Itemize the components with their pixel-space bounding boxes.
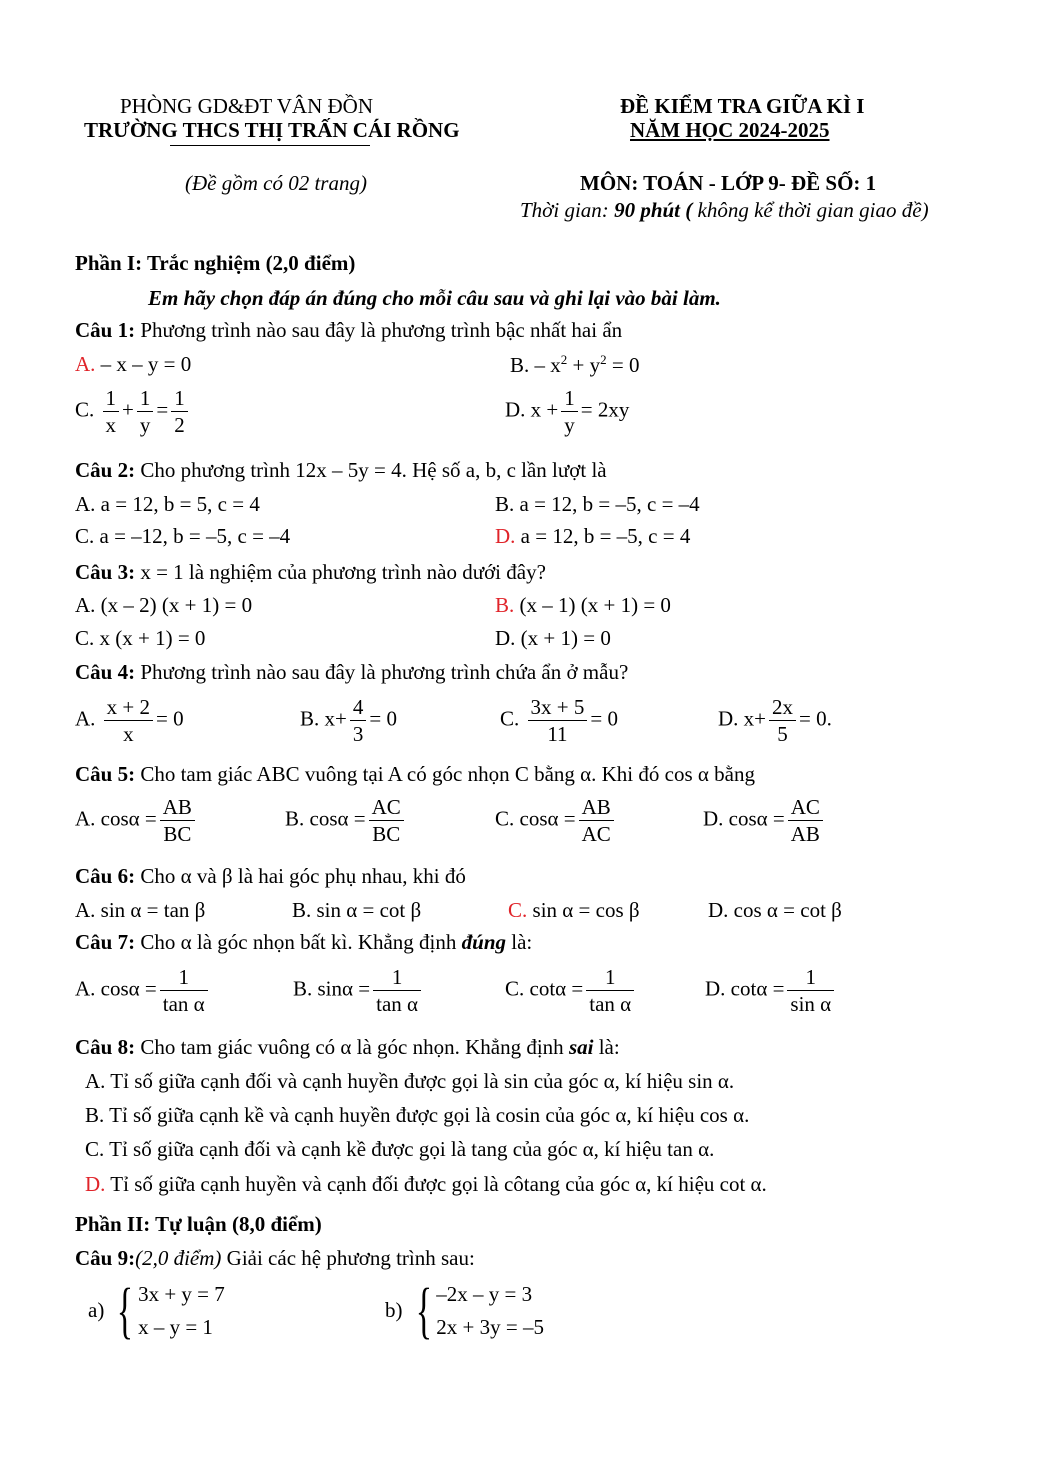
option-text: = 0 bbox=[606, 353, 640, 377]
option-text: – x – y = 0 bbox=[95, 352, 192, 376]
brace-icon: { bbox=[117, 1276, 134, 1345]
numerator: 3x + 5 bbox=[528, 694, 588, 721]
option-letter: C. bbox=[500, 706, 520, 731]
equation: x – y = 1 bbox=[138, 1314, 213, 1339]
fraction bbox=[528, 694, 588, 748]
time-label: Thời gian: bbox=[520, 198, 615, 222]
question-points: (2,0 điểm) bbox=[135, 1246, 222, 1270]
equation-system bbox=[88, 1278, 225, 1343]
fraction bbox=[561, 385, 578, 439]
q4-option-d bbox=[718, 694, 832, 748]
q5-option-b bbox=[285, 794, 407, 848]
q1-option-d bbox=[505, 385, 629, 439]
question-label: Câu 7: bbox=[75, 930, 136, 954]
denominator: AB bbox=[790, 822, 820, 847]
q2-option-a: A. a = 12, b = 5, c = 4 bbox=[75, 492, 260, 516]
fraction bbox=[373, 964, 421, 1018]
denominator: 2 bbox=[174, 413, 185, 438]
equation-system bbox=[385, 1278, 544, 1343]
option-letter: C. bbox=[75, 397, 95, 422]
part1-title: Phần I: Trắc nghiệm (2,0 điểm) bbox=[75, 251, 356, 275]
q2-option-d bbox=[495, 524, 690, 549]
option-letter: B. bbox=[300, 706, 320, 731]
q3-option-b bbox=[495, 593, 671, 618]
q4-option-b bbox=[300, 694, 397, 748]
option-text: = 0. bbox=[799, 706, 832, 731]
option-letter: D. bbox=[505, 397, 526, 422]
correct-answer-letter: C. bbox=[508, 898, 528, 922]
option-text: C. cosα = bbox=[495, 806, 576, 831]
q8-option-c: C. Tỉ số giữa cạnh đối và cạnh kề được gọi là tang của góc α, kí hiệu tan α. bbox=[85, 1137, 715, 1161]
denominator: x bbox=[105, 413, 117, 438]
question-text: x = 1 là nghiệm của phương trình nào dưới đây? bbox=[135, 560, 546, 584]
question-text: Cho tam giác ABC vuông tại A có góc nhọn C bằng α. Khi đó cos α bằng bbox=[135, 762, 755, 786]
fraction bbox=[586, 964, 634, 1018]
q5-option-d bbox=[703, 794, 826, 848]
numerator: 1 bbox=[160, 964, 208, 991]
correct-answer-letter: A. bbox=[75, 352, 96, 376]
option-text: = 0 bbox=[156, 706, 184, 731]
question-text: Cho tam giác vuông có α là góc nhọn. Khẳng định bbox=[135, 1035, 569, 1059]
q2-option-b: B. a = 12, b = –5, c = –4 bbox=[495, 492, 700, 516]
denominator: AC bbox=[581, 822, 611, 847]
q6-option-d: D. cos α = cot β bbox=[708, 898, 842, 922]
question-6 bbox=[75, 864, 466, 889]
operator: + bbox=[122, 397, 134, 422]
question-8 bbox=[75, 1035, 620, 1060]
fraction bbox=[104, 694, 153, 748]
option-text: = 0 bbox=[590, 706, 618, 731]
q2-option-c: C. a = –12, b = –5, c = –4 bbox=[75, 524, 291, 548]
part2-title: Phần II: Tự luận (8,0 điểm) bbox=[75, 1212, 322, 1236]
fraction bbox=[787, 964, 834, 1018]
correct-answer-letter: B. bbox=[495, 593, 515, 617]
q8-option-b: B. Tỉ số giữa cạnh kề và cạnh huyền được gọi là cosin của góc α, kí hiệu cos α. bbox=[85, 1103, 750, 1127]
option-text: A. cosα = bbox=[75, 806, 157, 831]
option-text: Tỉ số giữa cạnh huyền và cạnh đối được gọi là côtang của góc α, kí hiệu cot α. bbox=[105, 1172, 767, 1196]
subject-line: MÔN: TOÁN - LỚP 9- ĐỀ SỐ: 1 bbox=[580, 171, 877, 195]
denominator: sin α bbox=[790, 992, 832, 1017]
school-underline bbox=[170, 145, 370, 146]
q1-option-b bbox=[510, 352, 639, 378]
fraction bbox=[137, 385, 154, 439]
numerator: AC bbox=[369, 794, 404, 821]
numerator: x + 2 bbox=[104, 694, 153, 721]
q1-option-c bbox=[75, 385, 191, 439]
denominator: y bbox=[564, 413, 575, 438]
q6-option-a: A. sin α = tan β bbox=[75, 898, 206, 922]
question-4 bbox=[75, 660, 628, 685]
option-text: A. cosα = bbox=[75, 976, 157, 1001]
question-2 bbox=[75, 458, 607, 483]
fraction bbox=[171, 385, 188, 439]
time-note: không kể thời gian giao đề) bbox=[692, 198, 929, 222]
option-text: a = 12, b = –5, c = 4 bbox=[515, 524, 691, 548]
option-text: = 0 bbox=[369, 706, 397, 731]
numerator: 4 bbox=[350, 694, 367, 721]
question-text: Giải các hệ phương trình sau: bbox=[221, 1246, 475, 1270]
question-text: Phương trình nào sau đây là phương trình chứa ẩn ở mẫu? bbox=[135, 660, 629, 684]
question-text: là: bbox=[593, 1035, 620, 1059]
q3-option-d: D. (x + 1) = 0 bbox=[495, 626, 611, 650]
question-5 bbox=[75, 762, 755, 787]
system-lines bbox=[436, 1278, 544, 1343]
correct-answer-letter: D. bbox=[85, 1172, 106, 1196]
denominator: 11 bbox=[547, 722, 568, 747]
denominator: 5 bbox=[777, 722, 788, 747]
denominator: BC bbox=[163, 822, 192, 847]
numerator: 1 bbox=[171, 385, 188, 412]
option-text: B. cosα = bbox=[285, 806, 366, 831]
fraction bbox=[160, 964, 208, 1018]
question-text: Cho α là góc nhọn bất kì. Khẳng định bbox=[135, 930, 462, 954]
denominator: x bbox=[123, 722, 134, 747]
question-emphasis: đúng bbox=[461, 930, 506, 954]
exam-title: ĐỀ KIỂM TRA GIỮA KÌ I bbox=[620, 94, 865, 118]
question-label: Câu 2: bbox=[75, 458, 136, 482]
denominator: tan α bbox=[162, 992, 205, 1017]
numerator: 1 bbox=[787, 964, 834, 991]
question-text: Cho α và β là hai góc phụ nhau, khi đó bbox=[135, 864, 466, 888]
option-letter: D. bbox=[718, 706, 739, 731]
system-lines bbox=[138, 1278, 225, 1343]
q6-option-b: B. sin α = cot β bbox=[292, 898, 422, 922]
q7-option-a bbox=[75, 964, 211, 1018]
fraction bbox=[788, 794, 823, 848]
q5-option-a bbox=[75, 794, 198, 848]
brace-icon: { bbox=[415, 1276, 432, 1345]
part-label: b) bbox=[385, 1298, 403, 1323]
option-text: = 2xy bbox=[580, 397, 630, 422]
question-label: Câu 1: bbox=[75, 318, 136, 342]
denominator: tan α bbox=[376, 992, 419, 1017]
correct-answer-letter: D. bbox=[495, 524, 516, 548]
option-text: B. – x bbox=[510, 353, 561, 377]
exponent: 2 bbox=[560, 352, 568, 367]
q7-option-c bbox=[505, 964, 637, 1018]
q8-option-d bbox=[85, 1172, 767, 1197]
option-letter: A. bbox=[75, 706, 96, 731]
operator: = bbox=[156, 397, 169, 422]
exponent: 2 bbox=[600, 352, 607, 367]
fraction bbox=[769, 694, 796, 748]
numerator: 1 bbox=[561, 385, 578, 412]
numerator: 1 bbox=[103, 385, 120, 412]
option-text: (x – 1) (x + 1) = 0 bbox=[514, 593, 671, 617]
q5-option-c bbox=[495, 794, 617, 848]
q8-option-a: A. Tỉ số giữa cạnh đối và cạnh huyền được gọi là sin của góc α, kí hiệu sin α. bbox=[85, 1069, 735, 1093]
question-text: là: bbox=[506, 930, 533, 954]
q9-system-a bbox=[88, 1278, 225, 1343]
numerator: AB bbox=[160, 794, 195, 821]
fraction bbox=[160, 794, 195, 848]
question-label: Câu 5: bbox=[75, 762, 136, 786]
question-text: Phương trình nào sau đây là phương trình bậc nhất hai ẩn bbox=[135, 318, 623, 342]
q4-option-c bbox=[500, 694, 618, 748]
q6-option-c bbox=[508, 898, 640, 923]
question-label: Câu 4: bbox=[75, 660, 136, 684]
option-text: B. sinα = bbox=[293, 976, 371, 1001]
question-1 bbox=[75, 318, 622, 343]
option-text: x + bbox=[530, 397, 559, 422]
denominator: BC bbox=[372, 822, 401, 847]
option-text: D. cosα = bbox=[703, 806, 785, 831]
q7-option-b bbox=[293, 964, 424, 1018]
q4-option-a bbox=[75, 694, 184, 748]
question-label: Câu 3: bbox=[75, 560, 136, 584]
q1-option-a bbox=[75, 352, 191, 377]
equation: 3x + y = 7 bbox=[138, 1282, 225, 1306]
fraction bbox=[350, 694, 367, 748]
question-label: Câu 9: bbox=[75, 1246, 136, 1270]
equation: –2x – y = 3 bbox=[436, 1282, 533, 1306]
option-text: D. cotα = bbox=[705, 976, 785, 1001]
time-value: 90 phút ( bbox=[614, 198, 693, 222]
part-label: a) bbox=[88, 1298, 105, 1323]
time-line bbox=[520, 198, 929, 223]
fraction bbox=[579, 794, 614, 848]
option-text: x+ bbox=[324, 706, 347, 731]
q3-option-a: A. (x – 2) (x + 1) = 0 bbox=[75, 593, 253, 617]
fraction bbox=[103, 385, 120, 439]
question-emphasis: sai bbox=[568, 1035, 594, 1059]
question-text: Cho phương trình 12x – 5y = 4. Hệ số a, b, c lần lượt là bbox=[135, 458, 607, 482]
numerator: 1 bbox=[137, 385, 154, 412]
numerator: AC bbox=[788, 794, 823, 821]
question-label: Câu 8: bbox=[75, 1035, 136, 1059]
question-label: Câu 6: bbox=[75, 864, 136, 888]
denominator: tan α bbox=[589, 992, 632, 1017]
equation: 2x + 3y = –5 bbox=[436, 1314, 544, 1339]
part1-instruction: Em hãy chọn đáp án đúng cho mỗi câu sau và ghi lại vào bài làm. bbox=[148, 286, 721, 310]
q7-option-d bbox=[705, 964, 837, 1018]
fraction bbox=[369, 794, 404, 848]
school-year: NĂM HỌC 2024-2025 bbox=[630, 118, 830, 142]
question-7 bbox=[75, 930, 532, 955]
q9-system-b bbox=[385, 1278, 544, 1343]
option-text: sin α = cos β bbox=[527, 898, 640, 922]
option-text: x+ bbox=[743, 706, 767, 731]
numerator: 1 bbox=[586, 964, 634, 991]
department-name: PHÒNG GD&ĐT VÂN ĐỒN bbox=[120, 94, 373, 118]
question-3 bbox=[75, 560, 546, 585]
numerator: 1 bbox=[373, 964, 421, 991]
pages-note: (Đề gồm có 02 trang) bbox=[185, 171, 367, 195]
q3-option-c: C. x (x + 1) = 0 bbox=[75, 626, 206, 650]
denominator: 3 bbox=[352, 722, 364, 747]
numerator: AB bbox=[579, 794, 614, 821]
school-name: TRƯỜNG THCS THỊ TRẤN CÁI RỒNG bbox=[84, 118, 460, 142]
numerator: 2x bbox=[769, 694, 796, 721]
denominator: y bbox=[139, 413, 151, 438]
option-text: C. cotα = bbox=[505, 976, 584, 1001]
option-text: + y bbox=[567, 353, 601, 377]
question-9 bbox=[75, 1246, 475, 1271]
